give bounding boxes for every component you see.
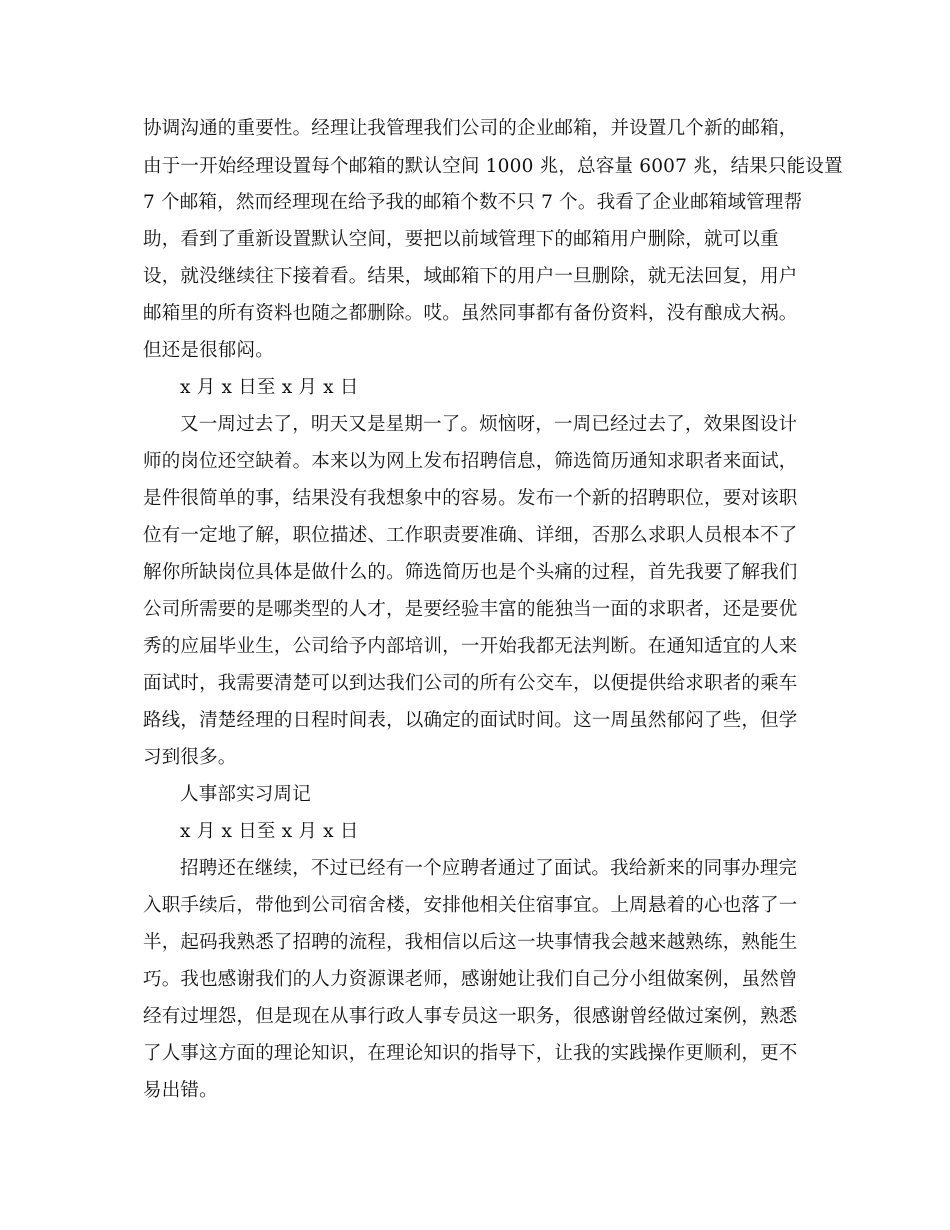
text-line: 半，起码我熟悉了招聘的流程，我相信以后这一块事情我会越来越熟练，熟能生 <box>143 932 798 953</box>
text-line: 由于一开始经理设置每个邮箱的默认空间 1000 兆，总容量 6007 兆，结果只能设置 <box>143 156 843 177</box>
text-line: 习到很多。 <box>143 747 237 768</box>
text-line: 邮箱里的所有资料也随之都删除。哎。虽然同事都有备份资料，没有酿成大祸。 <box>143 303 798 324</box>
text-line: 了人事这方面的理论知识，在理论知识的指导下，让我的实践操作更顺利，更不 <box>143 1043 798 1064</box>
section-heading: 人事部实习周记 <box>180 784 311 805</box>
text-line: 入职手续后，带他到公司宿舍楼，安排他相关住宿事宜。上周悬着的心也落了一 <box>143 895 798 916</box>
text-line: 秀的应届毕业生，公司给予内部培训，一开始我都无法判断。在通知适宜的人来 <box>143 636 798 657</box>
text-line: 巧。我也感谢我们的人力资源课老师，感谢她让我们自己分小组做案例，虽然曾 <box>143 969 798 990</box>
text-line: 经有过埋怨，但是现在从事行政人事专员这一职务，很感谢曾经做过案例，熟悉 <box>143 1006 798 1027</box>
text-line: 路线，清楚经理的日程时间表，以确定的面试时间。这一周虽然郁闷了些，但学 <box>143 710 798 731</box>
text-line: 但还是很郁闷。 <box>143 340 274 361</box>
text-line: 助，看到了重新设置默认空间，要把以前域管理下的邮箱用户删除，就可以重 <box>143 229 779 250</box>
text-line: 位有一定地了解，职位描述、工作职责要准确、详细，否那么求职人员根本不了 <box>143 525 798 546</box>
text-line: 协调沟通的重要性。经理让我管理我们公司的企业邮箱，并设置几个新的邮箱， <box>143 118 798 139</box>
text-line: 是件很简单的事，结果没有我想象中的容易。发布一个新的招聘职位，要对该职 <box>143 488 798 509</box>
paragraph-start-line: 又一周过去了，明天又是星期一了。烦恼呀，一周已经过去了，效果图设计 <box>180 414 798 435</box>
date-range-heading: x 月 x 日至 x 月 x 日 <box>180 377 359 398</box>
text-line: 易出错。 <box>143 1080 218 1101</box>
text-line: 师的岗位还空缺着。本来以为网上发布招聘信息，筛选简历通知求职者来面试， <box>143 451 798 472</box>
text-line: 公司所需要的是哪类型的人才，是要经验丰富的能独当一面的求职者，还是要优 <box>143 599 798 620</box>
text-line: 7 个邮箱，然而经理现在给予我的邮箱个数不只 7 个。我看了企业邮箱域管理帮 <box>143 192 803 213</box>
date-range-heading: x 月 x 日至 x 月 x 日 <box>180 821 359 842</box>
text-line: 面试时，我需要清楚可以到达我们公司的所有公交车，以便提供给求职者的乘车 <box>143 673 798 694</box>
paragraph-start-line: 招聘还在继续，不过已经有一个应聘者通过了面试。我给新来的同事办理完 <box>180 858 798 879</box>
text-line: 解你所缺岗位具体是做什么的。筛选简历也是个头痛的过程，首先我要了解我们 <box>143 562 798 583</box>
text-line: 设，就没继续往下接着看。结果，域邮箱下的用户一旦删除，就无法回复，用户 <box>143 266 798 287</box>
